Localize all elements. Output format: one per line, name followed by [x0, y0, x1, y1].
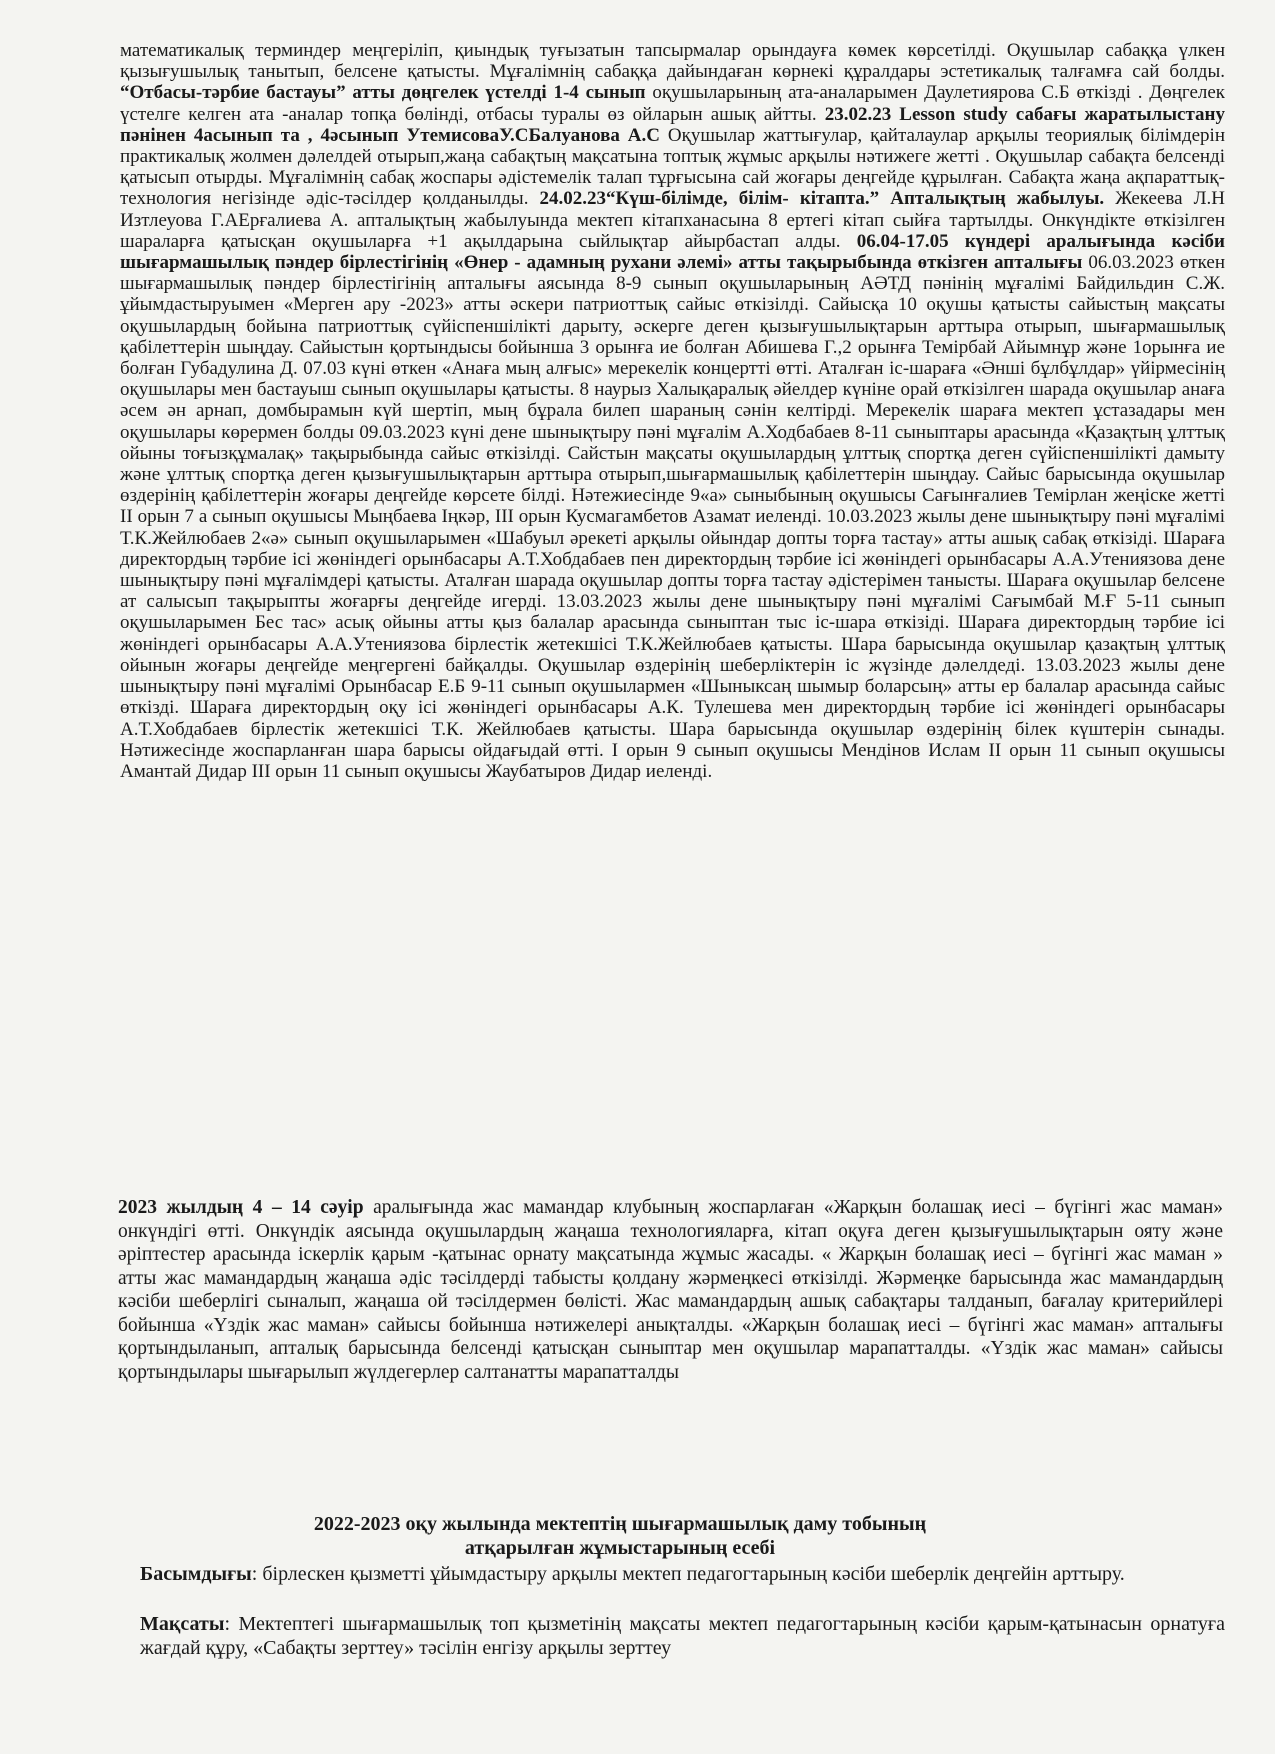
bold-text-run: 24.02.23“Күш-білімде, білім- кітапта.” Апталықтың жабылуы.	[539, 188, 1105, 210]
text-run: оқушыларының ата-аналарымен Даулетиярова С.Б өткізді . Дөңгелек үстелге келген ата -аналар топқа бөлінді, отбасы туралы өз ойларын ашық айтты.	[120, 82, 1226, 125]
text-run: аралығында жас мамандар клубының жоспарлаған «Жарқын болашақ иесі – бүгінгі жас маман» онкүндігі өтті. Онкүндік аясында оқушылардың жаңаша технологияларға, кітап оқуға деген қызығушылықтарын ояту және әріптестер арасында іскерлік қарым -қатынас орнату мақсатында жұмыс жасады. « Жарқын болашақ иесі – бүгінгі жас маман » атты жас мамандардың жаңаша әдіс тәсілдерді табысты қолдану жәрмеңкесі өткізілді. Жәрмеңке барысында жас мамандардың кәсіби шеберлігі сыналып, жаңаша ой тәсілдермен бөлісті. Жас мамандардың ашық сабақтары талданып, бағалау критерийлері бойынша «Үздік жас маман» сайысы бойынша нәтижелері анықталды. «Жарқын болашақ иесі – бүгінгі жас маман» апталығы қортындыланып, апталық барысында белсенді қатысқан сыныптар мен оқушылар марапатталды. «Үздік жас маман» сайысы қортындылары шығарылып жүлдегерлер салтанатты марапатталды	[118, 1197, 1224, 1383]
item-label: Басымдығы	[140, 1563, 252, 1585]
body-paragraph-2	[118, 1196, 1223, 1384]
section-heading	[120, 1512, 1120, 1560]
item-text: : бірлескен қызметті ұйымдастыру арқылы мектеп педагогтарының кәсіби шеберлік деңгейін арттыру.	[251, 1563, 1125, 1585]
body-paragraph-1	[120, 40, 1225, 782]
text-run: математикалық терминдер меңгеріліп, қиындық туғызатын тапсырмалар орындауға көмек көрсетілді. Оқушылар сабаққа үлкен қызығушылық танытып, белсене қатысты. Мұғалімнің сабаққа дайындаған көрнекі құралдары эстетикалық талғамға сай болды.	[120, 40, 1225, 83]
heading-line-2: атқарылған жұмыстарының есебі	[464, 1537, 776, 1559]
bold-text-run: “Отбасы-тәрбие бастауы” атты дөңгелек үстелді 1-4 сынып	[120, 82, 646, 104]
goal-item	[140, 1612, 1225, 1660]
text-run: Жекеева Л.Н Изтлеуова Г.АЕрғалиева А. апталықтың жабылуында мектеп кітапханасына 8 ертегі кітап сыйға тартылды. Онкүндікте өткізілген шараларға қатысқан оқушыларға +1 ақылдарына сыйлықтар айырбастап алды.	[120, 188, 1225, 252]
priority-item	[140, 1562, 1225, 1586]
heading-line-1: 2022-2023 оқу жылында мектептің шығармашылық даму тобының	[313, 1513, 927, 1535]
text-run: 06.03.2023 өткен шығармашылық пәндер бірлестігінің апталығы аясында 8-9 сынып оқушыларының АӘТД пәнінің мұғалімі Байдильдин С.Ж. ұйымдастыруымен «Мерген ару -2023» атты әскери патриоттық сайыс өткізілді. Сайысқа 10 оқушы қатысты сайыстың мақсаты оқушылардың бойына патриоттық сүйіспеншілікті дарыту, әскерге деген қызығушылықтарын арттыра отырып, шығармашылық қабілеттерін шыңдау. Сайыстын қортындысы бойынша 3 орынға ие болған Абишева Г.,2 орынға Темірбай Айымнұр және 1орынға ие болған Губадулина Д. 07.03 күні өткен «Анаға мың алғыс» мерекелік концертті өтті. Аталған іс-шараға «Әнші бұлбұлдар» үйірмесінің оқушылары мен бастауыш сынып оқушылары қатысты. 8 наурыз Халықаралық әйелдер күніне орай өткізілген шарада оқушылар анаға әсем ән арнап, домбырамын күй шертіп, мың бұрала билеп шараның сәнін келтірді. Мерекелік шараға мектеп ұстазадары мен оқушылары көрермен болды 09.03.2023 күні дене шынықтыру пәні мұғалім А.Ходбабаев 8-11 сыныптары арасында «Қазақтың ұлттық ойыны тоғызқұмалақ» тақырыбында сайыс өткізілді. Сайстын мақсаты оқушылардың ұлттық спортқа деген сүйіспеншілікті дамыту және ұлттық спортқа деген қызығушылықтарын арттыра отырып,шығармашылық қабілеттерін шыңдау. Сайыс барысында оқушылар өздерінің қабілеттерін жоғары деңгейде көрсете білді. Нәтежиесінде 9«а» сыныбының оқушысы Сағынғалиев Темірлан жеңіске жетті ІІ орын 7 а сынып оқушысы Мыңбаева Іңкәр, ІІІ орын Кусмагамбетов Азамат иеленді. 10.03.2023 жылы дене шынықтыру пәні мұғалімі Т.К.Жейлюбаев 2«ә» сынып оқушыларымен «Шабуыл әрекеті арқылы ойындар допты торға тастау» атты ашық сабақ өткізіді. Шараға директордың тәрбие ісі жөніндегі орынбасары А.Т.Хобдабаев пен директордың тәрбие ісі жөніндегі орынбасары А.А.Утениязова дене шынықтыру пәні мұғалімдері қатысты. Аталған шарада оқушылар допты торға тастау әдістерімен танысты. Шараға оқушылар белсене ат салысып тақырыпты жоғарғы деңгейде игерді. 13.03.2023 жылы дене шынықтыру пәні мұғалімі Сағымбай М.Ғ 5-11 сынып оқушыларымен Бес тас» асық ойыны атты қыз балалар арасында сыныптан тыс іс-шара өткізіді. Шараға директордың тәрбие ісі жөніндегі орынбасары А.А.Утениязова бірлестік жетекшісі Т.К.Жейлюбаев қатысты. Шара барысында оқушылар қазақтың ұлттық ойынын жоғары деңгейде меңгергені байқалды. Оқушылар өздерінің шеберліктерін іс жүзінде дәлелдеді. 13.03.2023 жылы дене шынықтыру пәні мұғалімі Орынбасар Е.Б 9-11 сынып оқушылармен «Шыныксаң шымыр боларсың» атты ер балалар арасында сайыс өткізді. Шараға директордың оқу ісі жөніндегі орынбасары А.К. Тулешева мен директордың тәрбие ісі жөніндегі орынбасары А.Т.Хобдабаев бірлестік жетекшісі Т.К. Жейлюбаев қатысты. Шара барысында оқушылар өздерінің білек күштерін сынады. Нәтижесінде жоспарланған шара барысы ойдағыдай өтті. І орын 9 сынып оқушысы Мендінов Ислам ІІ орын 11 сынып оқушысы Амантай Дидар ІІІ орын 11 сынып оқушысы Жаубатыров Дидар иеленді.	[120, 252, 1226, 782]
item-label: Мақсаты	[140, 1613, 225, 1635]
item-text: : Мектептегі шығармашылық топ қызметінің мақсаты мектеп педагогтарының кәсіби қарым-қатынасын орнатуға жағдай құру, «Сабақты зерттеу» тәсілін енгізу арқылы зерттеу	[140, 1613, 1225, 1659]
bold-text-run: 06.04-17.05 күндері аралығында кәсіби шығармашылық пәндер бірлестігінің «Өнер - адамның рухани әлемі» атты тақырыбында өткізген апталығы	[120, 230, 1225, 274]
bold-text-run: 2023 жылдың 4 – 14 сәуір	[118, 1197, 364, 1218]
bold-text-run: 23.02.23 Lesson study сабағы жаратылыстану пәнінен 4асынып та , 4әсынып УтемисоваУ.СБалуанова А.С	[120, 103, 1225, 146]
text-run: Оқушылар жаттығулар, қайталаулар арқылы теориялық білімдерін практикалық жолмен дәлелдей отырып,жаңа сабақтың мақсатына топтық жұмыс арқылы нәтижеге жетті . Оқушылар сабақта белсенді қатысып отырды. Мұғалімнің сабақ жоспары әдістемелік талап тұрғысына сай жоғары деңгейде құрылған. Сабақта жаңа ақпараттық- технология негізінде әдіс-тәсілдер қолданылды.	[120, 124, 1225, 210]
